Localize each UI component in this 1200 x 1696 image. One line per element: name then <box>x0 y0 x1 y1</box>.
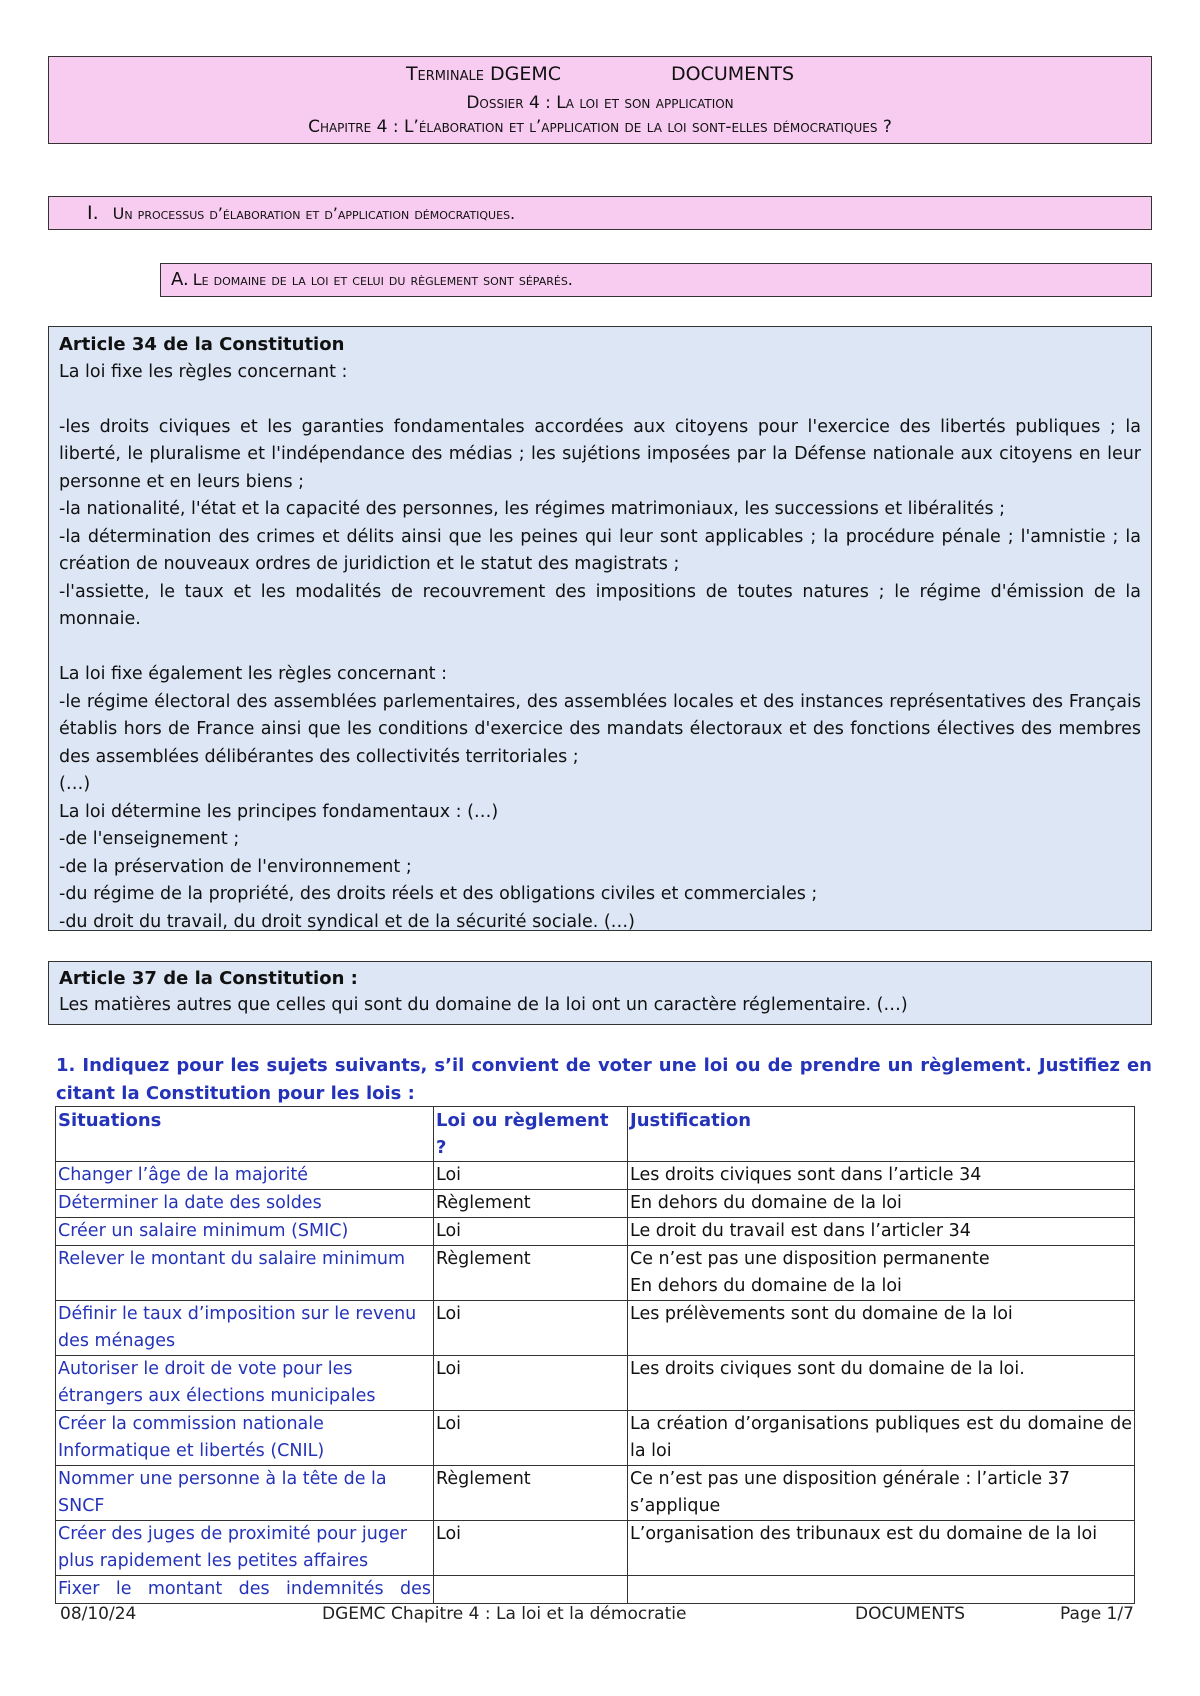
dossier-title: Dossier 4 : La loi et son application <box>466 93 734 113</box>
situation-cell: Définir le taux d’imposition sur le revenu des ménages <box>56 1301 434 1356</box>
choice-cell: Règlement <box>434 1190 628 1218</box>
article-34-item: -les droits civiques et les garanties fondamentales accordées aux citoyens pour l'exercice des libertés publiques ; la liberté, le pluralisme et l'indépendance des médias ; les sujétions imposées par la Défense nationale aux citoyens en leur personne et en leurs biens ; <box>59 416 1141 492</box>
justification-cell: Les droits civiques sont dans l’article 34 <box>628 1162 1135 1190</box>
justification-cell: Ce n’est pas une disposition permanente En dehors du domaine de la loi <box>628 1246 1135 1301</box>
justification-cell: Les prélèvements sont du domaine de la loi <box>628 1301 1135 1356</box>
table-row <box>56 1162 1135 1190</box>
table-header-row <box>56 1107 1135 1162</box>
article-34-item: -la nationalité, l'état et la capacité des personnes, les régimes matrimoniaux, les successions et libéralités ; <box>59 499 1006 519</box>
class-label: Terminale DGEMC <box>405 63 561 85</box>
footer-page-number: Page 1/7 <box>1060 1604 1134 1624</box>
column-header-choice: Loi ou règlement ? <box>434 1107 628 1162</box>
doc-type: DOCUMENTS <box>671 63 795 85</box>
article-34-box <box>48 326 1152 931</box>
article-34-item: -l'assiette, le taux et les modalités de recouvrement des impositions de toutes natures ; le régime d'émission de la monnaie. <box>59 581 1141 629</box>
situation-cell: Créer des juges de proximité pour juger plus rapidement les petites affaires <box>56 1521 434 1576</box>
footer-date: 08/10/24 <box>60 1604 137 1624</box>
situation-cell: Relever le montant du salaire minimum <box>56 1246 434 1301</box>
situation-cell: Créer la commission nationale Informatique et libertés (CNIL) <box>56 1411 434 1466</box>
justification-cell: La création d’organisations publiques est du domaine de la loi <box>628 1411 1135 1466</box>
table-row <box>56 1246 1135 1301</box>
choice-cell <box>434 1576 628 1604</box>
table-row <box>56 1521 1135 1576</box>
choice-cell: Règlement <box>434 1466 628 1521</box>
justification-cell: Les droits civiques sont du domaine de la loi. <box>628 1356 1135 1411</box>
choice-cell: Règlement <box>434 1246 628 1301</box>
chapter-title: Chapitre 4 : L’élaboration et l’application de la loi sont-elles démocratiques ? <box>308 117 892 137</box>
document-header <box>48 56 1152 144</box>
footer-doc-type: DOCUMENTS <box>855 1604 966 1624</box>
justification-cell: L’organisation des tribunaux est du domaine de la loi <box>628 1521 1135 1576</box>
article-37-box <box>48 961 1152 1025</box>
article-37-title: Article 37 de la Constitution : <box>59 968 358 989</box>
situation-cell: Fixer le montant des indemnités des <box>56 1576 434 1604</box>
article-34-intro-3: La loi détermine les principes fondamentaux : (…) <box>59 801 499 822</box>
justification-cell: En dehors du domaine de la loi <box>628 1190 1135 1218</box>
situation-cell: Créer un salaire minimum (SMIC) <box>56 1218 434 1246</box>
table-row <box>56 1466 1135 1521</box>
justification-cell <box>628 1576 1135 1604</box>
footer-title: DGEMC Chapitre 4 : La loi et la démocratie <box>322 1604 687 1624</box>
situation-cell: Autoriser le droit de vote pour les étrangers aux élections municipales <box>56 1356 434 1411</box>
table-row <box>56 1576 1135 1604</box>
table-row <box>56 1411 1135 1466</box>
article-34-item: -de la préservation de l'environnement ; <box>59 856 412 877</box>
justification-cell: Ce n’est pas une disposition générale : l’article 37 s’applique <box>628 1466 1135 1521</box>
section-number: I. <box>87 202 99 224</box>
article-34-ellipsis: (…) <box>59 774 91 794</box>
justification-cell: Le droit du travail est dans l’articler 34 <box>628 1218 1135 1246</box>
article-34-title: Article 34 de la Constitution <box>59 334 345 355</box>
situation-cell: Nommer une personne à la tête de la SNCF <box>56 1466 434 1521</box>
choice-cell: Loi <box>434 1356 628 1411</box>
question-1: 1. Indiquez pour les sujets suivants, s’il convient de voter une loi ou de prendre un règlement. Justifiez en citant la Constitution pour les lois : <box>56 1055 1152 1104</box>
choice-cell: Loi <box>434 1301 628 1356</box>
article-37-text: Les matières autres que celles qui sont du domaine de la loi ont un caractère réglementaire. (…) <box>59 995 908 1015</box>
table-row <box>56 1356 1135 1411</box>
article-34-item: -de l'enseignement ; <box>59 829 240 849</box>
article-34-item: -le régime électoral des assemblées parlementaires, des assemblées locales et des instances représentatives des Français établis hors de France ainsi que les conditions d'exercice des mandats électoraux et des fonctions électives des membres des assemblées délibérantes des collectivités territoriales ; <box>59 691 1141 767</box>
subsection-number: A. <box>171 269 189 290</box>
situation-cell: Déterminer la date des soldes <box>56 1190 434 1218</box>
article-34-item: -la détermination des crimes et délits ainsi que les peines qui leur sont applicables ; la procédure pénale ; l'amnistie ; la création de nouveaux ordres de juridiction et le statut des magistrats ; <box>59 526 1141 574</box>
article-34-intro-2: La loi fixe également les règles concernant : <box>59 664 447 684</box>
situations-table <box>55 1106 1135 1604</box>
choice-cell: Loi <box>434 1162 628 1190</box>
subsection-title: Le domaine de la loi et celui du règlement sont séparés. <box>192 270 573 289</box>
choice-cell: Loi <box>434 1218 628 1246</box>
table-row <box>56 1218 1135 1246</box>
column-header-situations: Situations <box>56 1107 434 1162</box>
article-34-item: -du régime de la propriété, des droits réels et des obligations civiles et commerciales ; <box>59 884 818 904</box>
section-heading-1 <box>48 196 1152 230</box>
article-34-item: -du droit du travail, du droit syndical et de la sécurité sociale. (…) <box>59 911 636 932</box>
table-row <box>56 1301 1135 1356</box>
column-header-justification: Justification <box>628 1107 1135 1162</box>
subsection-heading-a <box>160 263 1152 297</box>
choice-cell: Loi <box>434 1411 628 1466</box>
choice-cell: Loi <box>434 1521 628 1576</box>
section-title: Un processus d’élaboration et d’application démocratiques. <box>112 204 516 223</box>
situation-cell: Changer l’âge de la majorité <box>56 1162 434 1190</box>
article-34-intro: La loi fixe les règles concernant : <box>59 361 348 382</box>
table-row <box>56 1190 1135 1218</box>
